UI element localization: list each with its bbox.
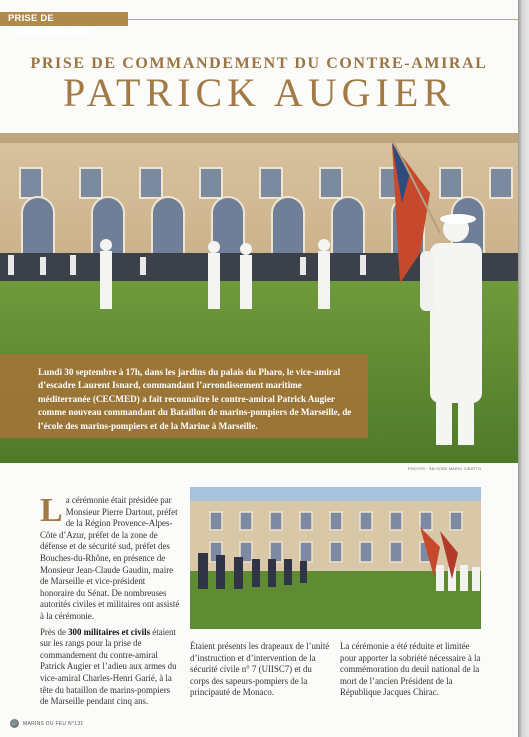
article-kicker: PRISE DE COMMANDEMENT DU CONTRE-AMIRAL (30, 55, 488, 72)
lead-paragraph: Lundi 30 septembre à 17h, dans les jardins du palais du Pharo, le vice-amiral d’escadre Laurent Isnard, commandant l’arrondissement maritime méditerranée (CECMED) a fait reconnaître le contre-amiral Patrick Augier comme nouveau commandant du Bataillon de marins-pompiers de Marseille, de l’école des marins-pompiers et de la Marine à Marseille. (38, 367, 352, 431)
lead-box (0, 354, 368, 438)
intro-paragraph: La cérémonie était présidée par Monsieur Pierre Dartout, préfet de la Région Provence-Alpes- Côte d’Azur, préfet de la zone de défense et de sécurité sud, préfet des Bouches-du-Rhône, en présence de Monsieur Jean-Claude Gaudin, maire de Marseille et vice-président honoraire du Sénat. De nombreuses autorités civiles et militaires ont assisté à la cérémonie. (40, 492, 180, 621)
column-2: Étaient présents les drapeaux de l’unité d’instruction et d’intervention de la sécurité civile n° 7 (UIISC7) et du corps des sapeurs-pompiers de la principauté de Monaco. (190, 641, 330, 698)
page-footer (10, 719, 84, 728)
column-3: La cérémonie a été réduite et limitée pour apporter la sobriété nécessaire à la commémoration du deuil national de la mort de l’ancien Président de la République Jacques Chirac. (340, 641, 481, 698)
photo-credit: PHOTOS : SM SOBE MARIO CIRATTO (408, 467, 482, 471)
column-1 (40, 492, 180, 708)
section-rubric: PRISE DE COMMANDEMENT (0, 12, 128, 26)
footer-label: MARINS DU FEU N°131 (23, 720, 84, 727)
anchor-icon: ⚓ (10, 720, 19, 726)
ceremony-photo (190, 487, 481, 629)
article-headline: PATRICK AUGIER (63, 70, 455, 115)
second-paragraph: Près de 300 militaires et civils étaient sur les rangs pour la prise de commandement du contre-amiral Patrick Augier et l’adieu aux armes du vice-amiral Charles-Henri Garié, à la tête du bataillon de marins-pompiers de Marseille pendant cinq ans. (40, 626, 177, 707)
drop-cap: L (40, 492, 63, 529)
rubric-rule (128, 19, 518, 20)
page-spine (518, 0, 529, 737)
